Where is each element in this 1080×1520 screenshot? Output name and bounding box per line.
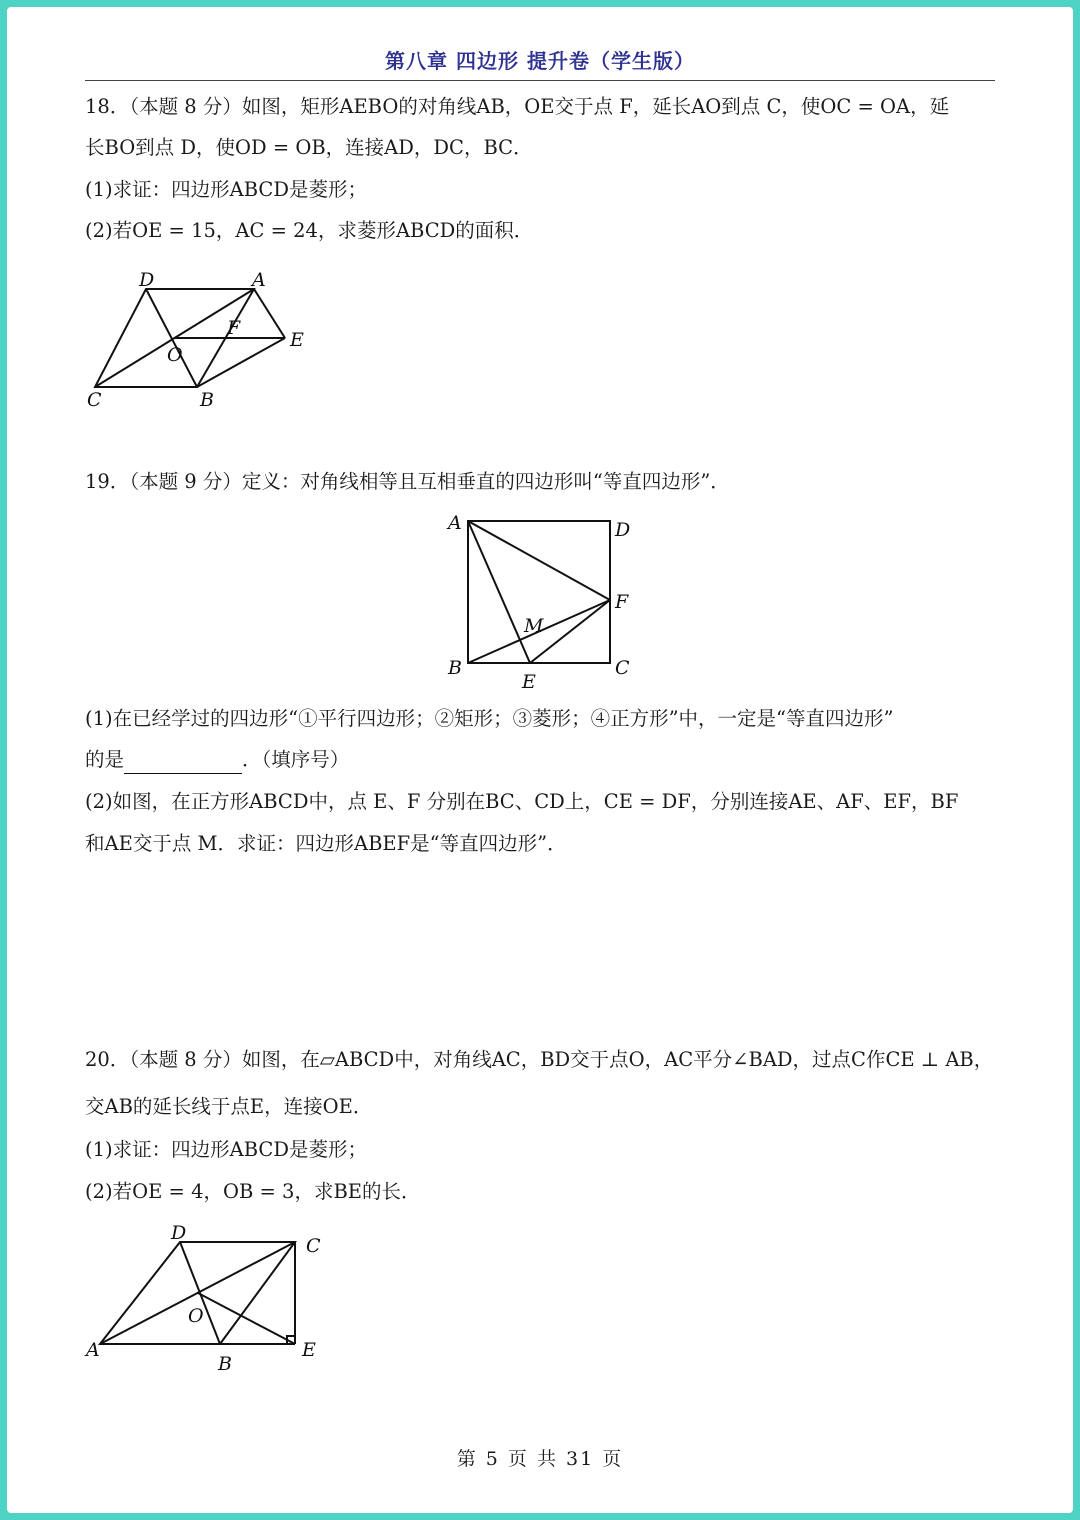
q19-label-b: B xyxy=(448,657,462,679)
q18-stem-line1: 18．（本题 8 分）如图，矩形AEBO的对角线AB，OE交于点 F，延长AO到点 C，使OC = OA，延 xyxy=(85,95,950,118)
q19-label-a: A xyxy=(448,512,462,534)
q19-label-f: F xyxy=(615,591,629,613)
q19-part1-line2 xyxy=(85,746,1005,774)
header-divider xyxy=(85,80,995,81)
q19-figure xyxy=(442,512,642,692)
q19-segment-af xyxy=(468,521,610,600)
q18-label-f: F xyxy=(227,317,241,339)
q18-label-o: O xyxy=(167,344,183,366)
q20-label-o: O xyxy=(188,1305,204,1327)
q20-label-c: C xyxy=(306,1235,321,1257)
q20-part2: (2)若OE = 4，OB = 3，求BE的长． xyxy=(85,1180,421,1203)
q18-label-a: A xyxy=(252,269,266,291)
q18-label-d: D xyxy=(139,269,155,291)
q18-segment-ae xyxy=(254,289,285,338)
q19-stem: 19．（本题 9 分）定义：对角线相等且互相垂直的四边形叫“等直四边形”． xyxy=(85,470,730,493)
q19-part1-prefix: 的是 xyxy=(85,748,125,771)
q19-label-c: C xyxy=(615,657,630,679)
q19-answer-blank[interactable] xyxy=(124,753,242,774)
q20-part1: (1)求证：四边形ABCD是菱形； xyxy=(85,1138,367,1161)
q19-part2-line2: 和AE交于点 M．求证：四边形ABEF是“等直四边形”． xyxy=(85,832,567,855)
q18-label-b: B xyxy=(200,389,214,411)
q20-stem-line1: 20．（本题 8 分）如图，在▱ABCD中，对角线AC，BD交于点O，AC平分∠BAD，过点C作CE ⊥ AB， xyxy=(85,1048,994,1071)
page-header-title: 第八章 四边形 提升卷（学生版） xyxy=(385,49,695,73)
q19-label-m: M xyxy=(524,615,544,637)
q20-stem-line2: 交AB的延长线于点E，连接OE． xyxy=(85,1095,373,1118)
page-number-footer: 第 5 页 共 31 页 xyxy=(456,1448,624,1470)
q19-part2-line1: (2)如图，在正方形ABCD中，点 E、F 分别在BC、CD上，CE = DF，分别连接AE、AF、EF，BF xyxy=(85,790,959,813)
q18-figure xyxy=(77,262,317,412)
q19-part1-suffix: ．（填序号） xyxy=(242,748,350,771)
q19-square-outline xyxy=(468,521,610,663)
q20-label-e: E xyxy=(302,1339,316,1361)
q18-label-e: E xyxy=(290,329,304,351)
q20-label-d: D xyxy=(171,1222,187,1244)
q20-figure xyxy=(77,1215,337,1375)
q19-label-d: D xyxy=(615,519,631,541)
q18-stem-line2: 长BO到点 D，使OD = OB，连接AD，DC，BC． xyxy=(85,136,533,159)
q19-label-e: E xyxy=(522,671,536,693)
q18-part2: (2)若OE = 15，AC = 24，求菱形ABCD的面积． xyxy=(85,219,534,242)
q20-label-b: B xyxy=(218,1353,232,1375)
q18-label-c: C xyxy=(87,389,102,411)
q20-segment-oe xyxy=(198,1293,295,1344)
q19-segment-ae xyxy=(468,521,530,663)
q18-part1: (1)求证：四边形ABCD是菱形； xyxy=(85,178,367,201)
document-page xyxy=(7,7,1073,1513)
q20-label-a: A xyxy=(86,1339,100,1361)
q19-part1-line1: (1)在已经学过的四边形“①平行四边形；②矩形；③菱形；④正方形”中，一定是“等直四边形” xyxy=(85,707,894,730)
